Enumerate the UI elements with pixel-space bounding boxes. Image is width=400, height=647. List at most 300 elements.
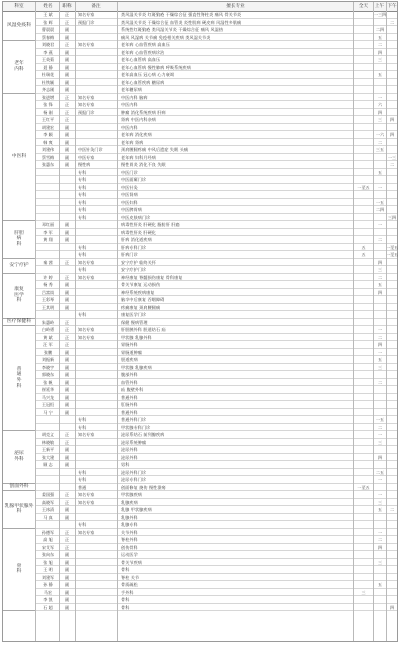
afternoon-schedule — [386, 274, 398, 281]
doctor-name — [37, 244, 59, 251]
afternoon-schedule — [386, 319, 398, 326]
morning-schedule: 四 — [377, 342, 383, 347]
all-day-schedule — [355, 461, 372, 468]
specialty-text: 普通外科 — [121, 409, 138, 415]
doctor-name: 张 锋 — [43, 102, 53, 107]
all-day-schedule — [355, 71, 372, 78]
clinic-note — [76, 364, 118, 371]
doctor-name — [37, 266, 59, 273]
afternoon-schedule — [386, 349, 398, 356]
afternoon-schedule — [386, 221, 398, 228]
doctor-name: 张 旭 — [43, 559, 53, 565]
table-row — [35, 604, 397, 612]
table-row — [35, 476, 397, 484]
doctor-name: 王英菊 — [41, 57, 55, 62]
specialty-text: 老年病 心血管疾病 高血压 — [121, 42, 170, 47]
doctor-title: 正 — [64, 109, 70, 115]
doctor-title: 副 — [64, 604, 70, 610]
table-row — [35, 131, 397, 139]
specialty-text: 男科 — [121, 462, 130, 467]
specialty-text: 中医面瘫门诊 — [121, 177, 147, 182]
afternoon-schedule — [386, 206, 398, 213]
clinic-note — [76, 371, 118, 378]
clinic-note — [76, 446, 118, 453]
department-cell — [3, 259, 35, 274]
table-row — [35, 334, 397, 342]
afternoon-schedule — [386, 574, 398, 581]
morning-schedule — [374, 371, 386, 378]
afternoon-schedule — [386, 34, 398, 41]
clinic-note — [76, 131, 118, 138]
department-label: 康复 医学 科 — [14, 287, 24, 304]
doctor-name: 李 军 — [43, 229, 53, 235]
afternoon-schedule — [386, 41, 398, 48]
specialty-text: 甲状腺 乳腺外科 — [121, 334, 152, 340]
header-department: 科室 — [14, 4, 24, 9]
clinic-note: 专科 — [78, 252, 87, 257]
all-day-schedule — [355, 214, 372, 221]
afternoon-schedule — [386, 499, 398, 506]
doctor-name: 王红平 — [41, 117, 55, 122]
specialty-text: 胆道疾病 — [121, 357, 138, 362]
doctor-name — [37, 311, 59, 318]
morning-schedule — [374, 304, 386, 311]
morning-schedule: 一 — [377, 184, 383, 190]
afternoon-schedule — [386, 79, 398, 86]
doctor-title — [60, 424, 74, 431]
divider — [59, 2, 60, 641]
morning-schedule: 四 — [377, 49, 383, 55]
afternoon-schedule — [386, 64, 398, 71]
doctor-name: 李晓宇 — [41, 364, 55, 370]
doctor-name: 王彩琴 — [41, 297, 55, 302]
all-day-schedule — [355, 604, 372, 611]
all-day-schedule: 五 — [361, 244, 366, 250]
doctor-title: 正 — [64, 537, 70, 542]
afternoon-schedule — [386, 491, 398, 498]
doctor-name — [37, 521, 59, 528]
afternoon-schedule — [386, 169, 398, 176]
doctor-name: 王冠恒 — [41, 402, 55, 407]
all-day-schedule — [355, 349, 372, 356]
doctor-title: 副 — [64, 124, 70, 130]
table-row — [35, 536, 397, 544]
table-row — [35, 424, 397, 432]
doctor-name: 林晓敏 — [41, 439, 55, 445]
afternoon-schedule — [386, 386, 398, 393]
morning-schedule: 二 — [377, 139, 383, 145]
table-row — [35, 484, 397, 492]
doctor-title: 副 — [64, 27, 70, 32]
morning-schedule — [374, 64, 386, 71]
doctor-title: 正 — [64, 432, 70, 437]
morning-schedule: 四 — [377, 454, 383, 460]
doctor-name: 汪 军 — [43, 342, 53, 347]
all-day-schedule — [355, 506, 372, 513]
table-row — [35, 236, 397, 244]
clinic-note — [76, 454, 118, 461]
afternoon-schedule — [386, 229, 398, 236]
afternoon-schedule — [386, 71, 398, 78]
morning-schedule — [374, 251, 386, 258]
header-afternoon: 下午 — [387, 4, 397, 9]
department-label: 老年 内科 — [14, 61, 24, 72]
doctor-name: 吕富岚 — [41, 289, 55, 295]
afternoon-schedule — [386, 296, 398, 303]
morning-schedule: 六 — [377, 102, 383, 107]
doctor-name: 蔡雪梅 — [41, 154, 55, 160]
clinic-note — [76, 356, 118, 363]
morning-schedule: 一 — [377, 222, 383, 227]
doctor-title: 副 — [64, 297, 70, 302]
table-row — [35, 229, 397, 237]
afternoon-schedule — [386, 401, 398, 408]
specialty-text: 创面修复 烧伤 慢性溃疡 — [121, 484, 166, 490]
afternoon-schedule — [386, 424, 398, 431]
doctor-name: 王 斌 — [43, 12, 53, 17]
all-day-schedule — [355, 26, 372, 33]
clinic-note: 知名专家 — [78, 274, 95, 280]
clinic-note: 专科 — [78, 469, 87, 475]
specialty-text: 乳腺专科 — [121, 522, 138, 527]
doctor-title: 副 — [64, 507, 70, 512]
specialty-text: 肿瘤 消化系统疾病 肝病 — [121, 109, 166, 115]
specialty-text: 创伤骨科 — [121, 544, 138, 550]
afternoon-schedule — [386, 379, 398, 386]
doctor-name: 崔延华 — [41, 387, 55, 392]
all-day-schedule — [355, 139, 372, 146]
doctor-name — [37, 169, 59, 176]
department-label: 肝胆 病 科 — [14, 230, 24, 248]
table-row — [35, 469, 397, 477]
doctor-title — [60, 169, 74, 176]
all-day-schedule — [355, 559, 372, 566]
afternoon-schedule: 二 — [389, 507, 395, 512]
divider — [75, 2, 76, 641]
morning-schedule: 四 — [377, 109, 383, 115]
specialty-text: 甲状腺 乳腺疾病 — [121, 364, 152, 370]
specialty-text: 肝病 消化道疾病 — [121, 237, 152, 242]
table-row — [35, 491, 397, 499]
afternoon-schedule — [386, 86, 398, 93]
all-day-schedule — [355, 116, 372, 123]
doctor-title: 副 — [64, 64, 70, 70]
doctor-title — [60, 206, 74, 213]
doctor-name: 曹晨晨 — [41, 27, 55, 32]
morning-schedule — [374, 79, 386, 86]
divider — [373, 2, 374, 641]
all-day-schedule — [355, 551, 372, 558]
doctor-title: 副 — [64, 357, 70, 362]
clinic-note — [76, 79, 118, 86]
specialty-text: 关节外科 — [121, 529, 138, 535]
clinic-note: 专科 — [78, 522, 87, 527]
clinic-note: 中医针灸门诊 — [78, 147, 103, 152]
all-day-schedule — [355, 236, 372, 243]
table-row — [35, 319, 397, 327]
afternoon-schedule — [386, 566, 398, 573]
afternoon-schedule — [386, 364, 398, 371]
doctor-name: 黄 斌 — [43, 334, 53, 340]
clinic-note — [76, 319, 118, 326]
morning-schedule — [374, 161, 386, 168]
doctor-title: 正 — [64, 499, 70, 505]
doctor-title: 正 — [64, 342, 70, 347]
morning-schedule: 四 — [377, 544, 383, 550]
morning-schedule: 一 — [377, 492, 383, 497]
morning-schedule — [374, 311, 386, 318]
doctor-title: 副 — [64, 57, 70, 62]
department-label: 乳腺甲状腺外科 — [4, 503, 34, 515]
specialty-text: 安宁疗护 临终关怀 — [121, 259, 156, 265]
specialty-text: 老年心血管病 高血压 — [121, 57, 161, 62]
doctor-title: 副 — [64, 87, 70, 92]
doctor-title: 副 — [64, 409, 70, 415]
specialty-text: 老年病 肾病 — [121, 139, 144, 145]
morning-schedule — [374, 214, 386, 221]
table-row — [35, 296, 397, 304]
table-row — [35, 499, 397, 507]
table-row — [35, 446, 397, 454]
clinic-note — [76, 461, 118, 468]
morning-schedule: 二 — [377, 237, 383, 242]
table-row — [35, 341, 397, 349]
table-row — [35, 551, 397, 559]
afternoon-schedule — [386, 356, 398, 363]
doctor-title: 副 — [64, 552, 70, 557]
doctor-name: 张 辉 — [43, 19, 53, 25]
doctor-name: 孙德军 — [41, 529, 55, 535]
all-day-schedule — [355, 161, 372, 168]
specialty-text: 中医门诊 — [121, 169, 138, 175]
all-day-schedule — [355, 281, 372, 288]
table-row — [35, 461, 397, 469]
afternoon-schedule — [386, 311, 398, 318]
specialty-text: 肝病专科门诊 — [121, 244, 147, 250]
morning-schedule: 二 — [377, 537, 383, 542]
clinic-note: 专科 — [78, 312, 87, 317]
morning-schedule — [374, 244, 386, 251]
all-day-schedule — [355, 296, 372, 303]
specialty-text: 腹部外科 — [121, 372, 138, 377]
all-day-schedule — [355, 56, 372, 63]
doctor-name: 张向东 — [41, 552, 55, 557]
doctor-name: 刘建伟 — [41, 147, 55, 152]
table-row — [35, 116, 397, 124]
all-day-schedule — [355, 131, 372, 138]
morning-schedule — [374, 521, 386, 528]
doctor-name: 杜瑞花 — [41, 72, 55, 77]
doctor-title — [60, 214, 74, 221]
all-day-schedule — [355, 221, 372, 228]
doctor-title — [60, 184, 74, 191]
clinic-note — [76, 64, 118, 71]
clinic-note: 知名专家 — [78, 334, 95, 340]
table-row — [35, 589, 397, 597]
morning-schedule: 二 — [377, 424, 383, 430]
afternoon-schedule — [386, 184, 398, 191]
clinic-note: 知名专家 — [78, 499, 95, 505]
clinic-note: 知名专家 — [78, 327, 95, 332]
table-row — [35, 566, 397, 574]
doctor-name: 胡建宏 — [41, 124, 55, 130]
afternoon-schedule: 一至五 — [386, 244, 398, 250]
all-day-schedule — [355, 386, 372, 393]
doctor-title — [60, 476, 74, 483]
all-day-schedule — [355, 491, 372, 498]
specialty-text: 中医妇科 — [121, 199, 138, 205]
afternoon-schedule — [386, 109, 398, 116]
doctor-name — [37, 476, 59, 483]
specialty-text: 脊柱外科 — [121, 537, 138, 542]
table-row — [35, 401, 397, 409]
morning-schedule: 一 — [377, 432, 383, 437]
header-specialty: 擅长专业 — [226, 4, 245, 9]
all-day-schedule — [355, 154, 372, 161]
specialty-text: 普通外科 — [121, 394, 138, 400]
table-row — [35, 266, 397, 274]
doctor-name: 杨 刚 — [43, 109, 53, 115]
specialty-text: 泌尿外科门诊 — [121, 469, 147, 475]
afternoon-schedule — [386, 394, 398, 401]
clinic-note: 知名专家 — [78, 12, 95, 17]
doctor-name: 韩 爽 — [43, 139, 53, 145]
all-day-schedule — [355, 431, 372, 438]
morning-schedule — [374, 566, 386, 573]
all-day-schedule — [355, 319, 372, 326]
afternoon-schedule — [386, 521, 398, 528]
afternoon-schedule — [386, 529, 398, 536]
clinic-note: 普通 — [78, 484, 87, 490]
header-morning: 上午 — [374, 4, 385, 9]
doctor-title: 正 — [64, 327, 70, 332]
doctor-title: 副 — [64, 462, 70, 467]
specialty-text: 老年高血压 冠心病 心力衰竭 — [121, 72, 175, 77]
department-label: 风湿免疫科 — [7, 22, 31, 28]
header-name: 姓名 — [43, 4, 53, 9]
table-row — [35, 514, 397, 522]
table-row — [35, 521, 397, 529]
doctor-name: 姜国强 — [41, 492, 55, 497]
morning-schedule: 一六 — [375, 132, 385, 137]
doctor-title: 副 — [64, 597, 70, 602]
doctor-name — [37, 251, 59, 258]
specialty-text: 手外科 — [121, 589, 134, 595]
specialty-text: 泌尿专科门诊 — [121, 477, 147, 482]
clinic-note — [76, 551, 118, 558]
doctor-title: 副 — [64, 582, 70, 587]
clinic-note: 知名专家 — [78, 492, 95, 497]
clinic-note: 知名专家 — [78, 102, 95, 107]
clinic-note — [76, 289, 118, 296]
all-day-schedule — [355, 41, 372, 48]
morning-schedule: 五 — [377, 357, 383, 362]
department-cell — [3, 491, 35, 529]
doctor-name — [37, 469, 59, 476]
afternoon-schedule — [386, 139, 398, 146]
specialty-text: 老年心血管疾病 糖尿病 — [121, 79, 165, 85]
specialty-text: 肝胆胰外科 胆道结石 疝 — [121, 327, 166, 332]
morning-schedule: 五 — [377, 72, 383, 77]
clinic-note: 专科 — [78, 177, 87, 182]
table-row — [35, 26, 397, 34]
doctor-title: 副 — [64, 589, 70, 595]
doctor-title: 副 — [64, 34, 70, 40]
schedule-sheet — [2, 1, 398, 642]
morning-schedule: 一 — [377, 94, 383, 100]
afternoon-schedule — [386, 266, 398, 273]
doctor-name: 刘晓君 — [41, 42, 55, 47]
all-day-schedule — [355, 476, 372, 483]
all-day-schedule — [355, 199, 372, 206]
morning-schedule — [374, 124, 386, 131]
morning-schedule: 一五 — [375, 199, 385, 205]
all-day-schedule — [355, 379, 372, 386]
table-row — [35, 206, 397, 214]
doctor-name: 朱惠岭 — [41, 319, 55, 325]
specialty-text: 胃肠外科 — [121, 342, 138, 347]
afternoon-schedule — [386, 476, 398, 483]
doctor-title — [60, 416, 74, 423]
clinic-note — [76, 26, 118, 33]
doctor-title: 副 — [64, 132, 70, 137]
specialty-text: 骨关节疾病 — [121, 559, 142, 565]
clinic-note: 专科 — [78, 207, 87, 212]
table-row — [35, 326, 397, 334]
doctor-name: 胡克义 — [41, 432, 55, 437]
morning-schedule — [374, 596, 386, 603]
morning-schedule: 五 — [377, 169, 383, 175]
clinic-note — [76, 124, 118, 131]
clinic-note: 专科 — [78, 192, 87, 197]
table-row — [35, 259, 397, 267]
doctor-name: 李 燕 — [43, 49, 53, 55]
all-day-schedule — [355, 259, 372, 266]
morning-schedule — [374, 86, 386, 93]
clinic-note — [76, 386, 118, 393]
table-row — [35, 221, 397, 229]
clinic-note: 专科 — [78, 169, 87, 175]
doctor-name — [37, 191, 59, 198]
doctor-title: 副 — [64, 559, 70, 565]
specialty-text: 类风湿关节炎 干燥综合征 血管炎 炎性肌病 硬皮病 风湿性多肌痛 — [121, 19, 242, 25]
doctor-name: 王新平 — [41, 447, 55, 452]
doctor-name: 宋艾军 — [41, 544, 55, 550]
doctor-title: 副 — [64, 147, 70, 152]
morning-schedule: 五 — [377, 282, 383, 287]
morning-schedule — [374, 401, 386, 408]
table-row — [35, 529, 397, 537]
all-day-schedule — [355, 521, 372, 528]
morning-schedule: 四 — [377, 289, 383, 295]
doctor-name — [37, 484, 59, 491]
afternoon-schedule: 二 — [389, 162, 395, 167]
clinic-note — [76, 236, 118, 243]
doctor-title: 副 — [64, 402, 70, 407]
afternoon-schedule: 四 — [389, 117, 395, 122]
clinic-note: 知名专家 — [78, 529, 95, 535]
morning-schedule: 三 — [377, 267, 383, 272]
specialty-text: 骨质疏松 — [121, 582, 138, 587]
department-cell — [3, 11, 35, 41]
afternoon-schedule — [386, 544, 398, 551]
morning-schedule: 五 — [377, 507, 383, 512]
table-row — [35, 49, 397, 57]
doctor-name — [37, 199, 59, 206]
all-day-schedule — [355, 101, 372, 108]
doctor-title — [60, 199, 74, 206]
clinic-note — [76, 566, 118, 573]
